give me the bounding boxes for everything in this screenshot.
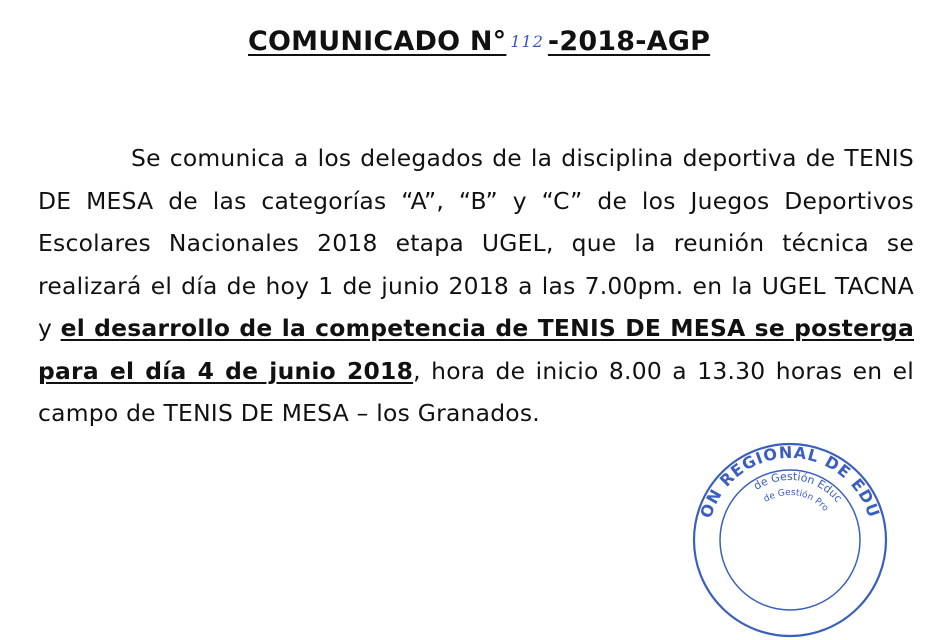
body-emphasis: el desarrollo de la competencia de TENIS DE MESA se posterga para el día 4 de junio 2018 [38,314,914,385]
document-title [248,26,710,57]
body-text-part2: , hora de inicio 8.00 a 13.30 horas en el campo de TENIS DE MESA – los Granados. [38,356,915,428]
handwritten-number: 112 [510,32,544,51]
official-seal-stamp [690,440,890,640]
svg-text:de Gestión Pro [762,488,830,514]
seal-inner-text: de Gestión Educ [751,469,845,505]
seal-outer-text: ON REGIONAL DE EDU [696,442,884,521]
body-paragraph [38,137,914,435]
seal-inner-text-2: de Gestión Pro [762,487,831,514]
body-text-part1: Se comunica a los delegados de la disciplina deportiva de TENIS DE MESA de las categorías “A”, “B” y “C” de los Juegos Deportivos Escolares Nacionales 2018 etapa UGEL, que la reunión técnica se realizará el día de hoy 1 de junio 2018 a las 7.00pm. en la UGEL TACNA y [38,144,914,343]
title-prefix: COMUNICADO N° [248,26,507,57]
title-suffix: -2018-AGP [547,26,711,57]
